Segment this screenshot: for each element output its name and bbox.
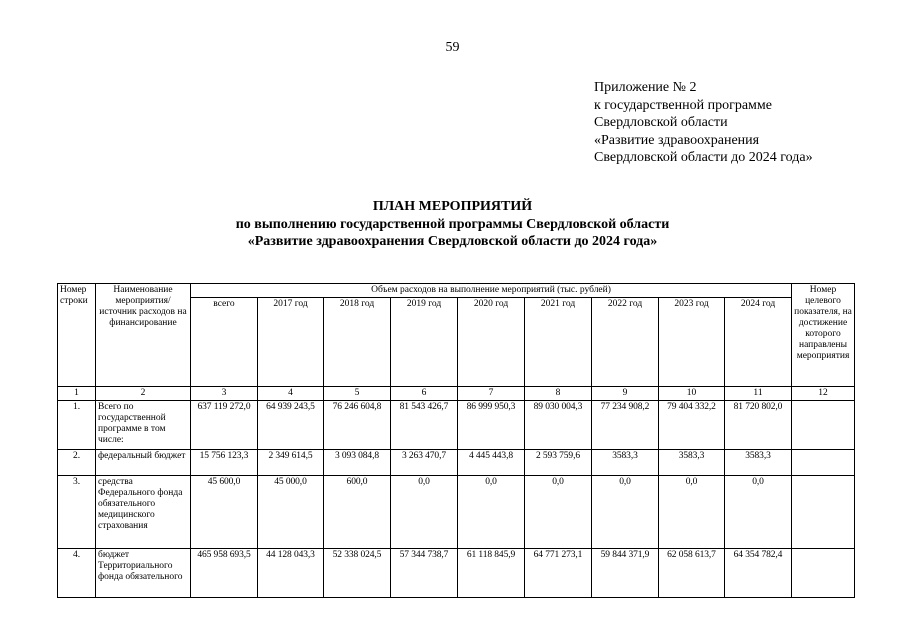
row-indicator xyxy=(792,476,855,549)
column-number: 1 xyxy=(58,387,96,401)
column-number: 5 xyxy=(324,387,391,401)
title-line: по выполнению государственной программы Свердловской области xyxy=(235,216,670,232)
header-year: 2018 год xyxy=(324,298,391,387)
column-number: 6 xyxy=(391,387,458,401)
row-value-2019: 0,0 xyxy=(391,476,458,549)
header-year: 2020 год xyxy=(458,298,525,387)
page-number: 59 xyxy=(445,40,460,55)
row-number: 3. xyxy=(58,476,96,549)
appendix-line: Приложение № 2 xyxy=(594,80,697,95)
row-number: 2. xyxy=(58,450,96,476)
row-value-2020: 4 445 443,8 xyxy=(458,450,525,476)
header-indicator: Номер целевого показателя, на достижение которого направлены мероприятия xyxy=(792,284,855,387)
row-name: Всего по государственной программе в том числе: xyxy=(96,401,191,450)
row-value-2019: 3 263 470,7 xyxy=(391,450,458,476)
row-value-2020: 0,0 xyxy=(458,476,525,549)
column-number: 2 xyxy=(96,387,191,401)
row-value-2020: 86 999 950,3 xyxy=(458,401,525,450)
header-year: всего xyxy=(191,298,258,387)
title-line: «Развитие здравоохранения Свердловской области до 2024 года» xyxy=(247,234,658,249)
row-value-2024: 64 354 782,4 xyxy=(725,549,792,598)
header-row-number: Номер строки xyxy=(58,284,96,387)
column-number: 7 xyxy=(458,387,525,401)
row-value-2023: 79 404 332,2 xyxy=(659,401,725,450)
row-value-2023: 0,0 xyxy=(659,476,725,549)
header-year: 2022 год xyxy=(592,298,659,387)
table-row xyxy=(58,476,855,549)
header-row xyxy=(58,284,855,298)
row-value-total: 637 119 272,0 xyxy=(191,401,258,450)
row-value-2017: 2 349 614,5 xyxy=(258,450,324,476)
appendix-line: к государственной программе xyxy=(594,97,772,113)
header-year: 2023 год xyxy=(659,298,725,387)
table-row xyxy=(58,450,855,476)
header-name: Наименование мероприятия/ источник расходов на финансирование xyxy=(96,284,191,387)
row-value-2023: 62 058 613,7 xyxy=(659,549,725,598)
appendix-note xyxy=(594,79,813,167)
row-value-total: 15 756 123,3 xyxy=(191,450,258,476)
row-value-2018: 600,0 xyxy=(324,476,391,549)
row-value-2018: 76 246 604,8 xyxy=(324,401,391,450)
row-value-2023: 3583,3 xyxy=(659,450,725,476)
title-line: ПЛАН МЕРОПРИЯТИЙ xyxy=(372,199,533,214)
column-number: 10 xyxy=(659,387,725,401)
appendix-line: Свердловской области до 2024 года» xyxy=(594,150,813,165)
row-value-2021: 0,0 xyxy=(525,476,592,549)
row-value-2021: 64 771 273,1 xyxy=(525,549,592,598)
row-number: 4. xyxy=(58,549,96,598)
row-name: федеральный бюджет xyxy=(96,450,191,476)
row-indicator xyxy=(792,401,855,450)
row-value-2018: 3 093 084,8 xyxy=(324,450,391,476)
header-year: 2024 год xyxy=(725,298,792,387)
column-number: 12 xyxy=(792,387,855,401)
appendix-line: «Развитие здравоохранения xyxy=(594,132,760,148)
header-year: 2019 год xyxy=(391,298,458,387)
row-value-2022: 3583,3 xyxy=(592,450,659,476)
row-value-total: 465 958 693,5 xyxy=(191,549,258,598)
row-value-2017: 45 000,0 xyxy=(258,476,324,549)
plan-title xyxy=(0,198,905,251)
header-year: 2017 год xyxy=(258,298,324,387)
row-value-2024: 0,0 xyxy=(725,476,792,549)
header-volume: Объем расходов на выполнение мероприятий (тыс. рублей) xyxy=(191,284,792,298)
row-value-2024: 81 720 802,0 xyxy=(725,401,792,450)
column-number: 8 xyxy=(525,387,592,401)
row-value-2019: 57 344 738,7 xyxy=(391,549,458,598)
appendix-line: Свердловской области xyxy=(594,115,728,130)
column-number: 3 xyxy=(191,387,258,401)
row-value-2020: 61 118 845,9 xyxy=(458,549,525,598)
row-indicator xyxy=(792,549,855,598)
row-value-total: 45 600,0 xyxy=(191,476,258,549)
row-value-2018: 52 338 024,5 xyxy=(324,549,391,598)
row-value-2017: 64 939 243,5 xyxy=(258,401,324,450)
row-value-2021: 2 593 759,6 xyxy=(525,450,592,476)
table-row xyxy=(58,549,855,598)
row-value-2022: 59 844 371,9 xyxy=(592,549,659,598)
row-indicator xyxy=(792,450,855,476)
column-number: 11 xyxy=(725,387,792,401)
column-number: 4 xyxy=(258,387,324,401)
row-name: средства Федерального фонда обязательного медицинского страхования xyxy=(96,476,191,549)
plan-table xyxy=(57,283,855,598)
column-numbers-row xyxy=(58,387,855,401)
row-value-2022: 0,0 xyxy=(592,476,659,549)
row-number: 1. xyxy=(58,401,96,450)
row-value-2022: 77 234 908,2 xyxy=(592,401,659,450)
table-row xyxy=(58,401,855,450)
row-value-2019: 81 543 426,7 xyxy=(391,401,458,450)
header-year: 2021 год xyxy=(525,298,592,387)
column-number: 9 xyxy=(592,387,659,401)
row-name: бюджет Территориального фонда обязательного xyxy=(96,549,191,598)
row-value-2017: 44 128 043,3 xyxy=(258,549,324,598)
row-value-2021: 89 030 004,3 xyxy=(525,401,592,450)
row-value-2024: 3583,3 xyxy=(725,450,792,476)
